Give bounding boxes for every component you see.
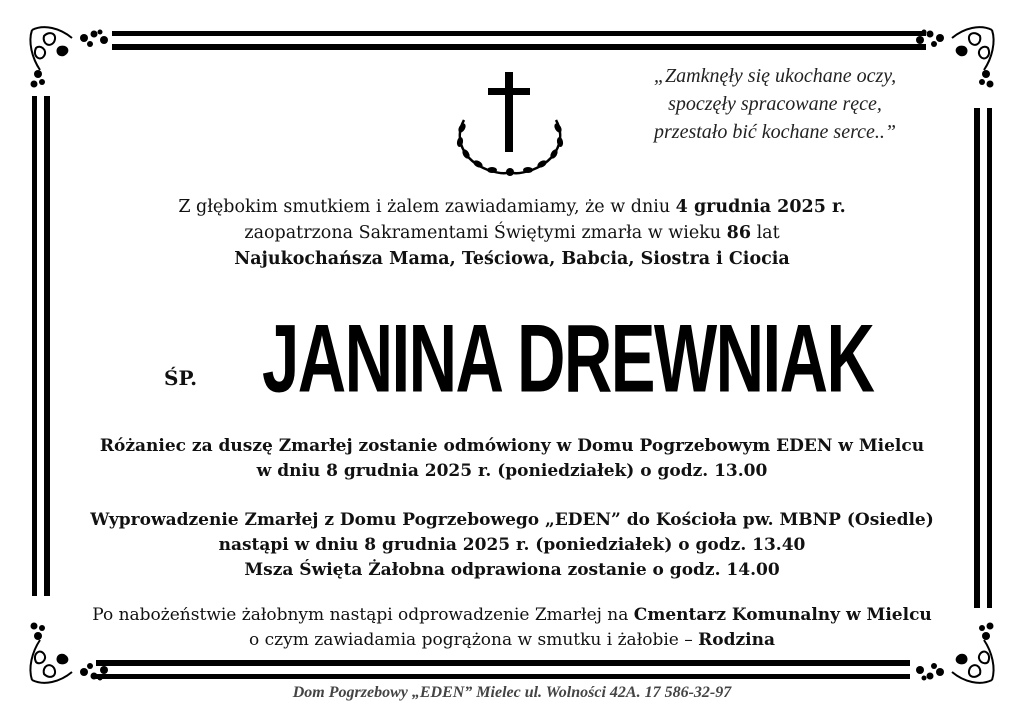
deceased-name: JANINA DREWNIAK bbox=[262, 305, 874, 413]
frame-left-line-outer bbox=[32, 96, 37, 596]
rosary-info bbox=[60, 434, 964, 484]
family-roles: Najukochańsza Mama, Teściowa, Babcia, Siostra i Ciocia bbox=[234, 249, 790, 269]
cemetery-name: Cmentarz Komunalny w Mielcu bbox=[633, 605, 932, 625]
death-date: 4 grudnia 2025 r. bbox=[675, 197, 846, 217]
rosary-line-2: w dniu 8 grudnia 2025 r. (poniedziałek) o godz. 13.00 bbox=[256, 461, 768, 481]
frame-bottom-line-inner bbox=[96, 660, 910, 666]
procession-info bbox=[60, 508, 964, 583]
floral-corner-ornament-top-left bbox=[24, 22, 116, 94]
poem-line-2: spoczęły spracowane ręce, bbox=[668, 93, 882, 115]
deceased-name-block bbox=[100, 300, 924, 413]
frame-right-line-outer bbox=[987, 108, 992, 608]
frame-top-line-outer bbox=[112, 31, 926, 36]
name-prefix: ŚP. bbox=[164, 366, 198, 390]
intro-line-2-suffix: lat bbox=[751, 223, 780, 243]
burial-line-1 bbox=[60, 603, 964, 628]
poem-quote bbox=[600, 62, 950, 146]
frame-right-line-inner bbox=[974, 108, 980, 608]
intro-line-1 bbox=[80, 194, 944, 220]
frame-bottom-line-outer bbox=[96, 674, 910, 679]
burial-line-2-text: o czym zawiadamia pogrążona w smutku i żałobie – bbox=[249, 630, 699, 650]
burial-line-2 bbox=[60, 628, 964, 653]
poem-line-3: przestało bić kochane serce..” bbox=[654, 121, 896, 143]
intro-line-3 bbox=[80, 246, 944, 272]
cross-icon bbox=[448, 68, 572, 180]
rosary-line-1: Różaniec za duszę Zmarłej zostanie odmówiony w Domu Pogrzebowym EDEN w Mielcu bbox=[99, 436, 925, 456]
announcement-intro bbox=[80, 194, 944, 272]
poem-line-1: „Zamknęły się ukochane oczy, bbox=[653, 65, 897, 87]
family-signature: Rodzina bbox=[698, 630, 775, 650]
intro-line-2-text: zaopatrzona Sakramentami Świętymi zmarła w wieku bbox=[244, 223, 727, 243]
funeral-home-footer: Dom Pogrzebowy „EDEN” Mielec ul. Wolności 42A. 17 586-32-97 bbox=[292, 684, 732, 701]
intro-line-2 bbox=[80, 220, 944, 246]
procession-line-3: Msza Święta Żałobna odprawiona zostanie o godz. 14.00 bbox=[244, 560, 780, 580]
procession-line-2: nastąpi w dniu 8 grudnia 2025 r. (poniedziałek) o godz. 13.40 bbox=[218, 535, 806, 555]
frame-left-line-inner bbox=[44, 96, 50, 596]
procession-line-1: Wyprowadzenie Zmarłej z Domu Pogrzebowego „EDEN” do Kościoła pw. MBNP (Osiedle) bbox=[90, 510, 934, 530]
age-value: 86 bbox=[726, 223, 752, 243]
burial-info bbox=[60, 603, 964, 653]
frame-top-line-inner bbox=[112, 44, 926, 50]
burial-line-1-text: Po nabożeństwie żałobnym nastąpi odprowadzenie Zmarłej na bbox=[92, 605, 634, 625]
intro-line-1-text: Z głębokim smutkiem i żalem zawiadamiamy, że w dniu bbox=[178, 197, 676, 217]
